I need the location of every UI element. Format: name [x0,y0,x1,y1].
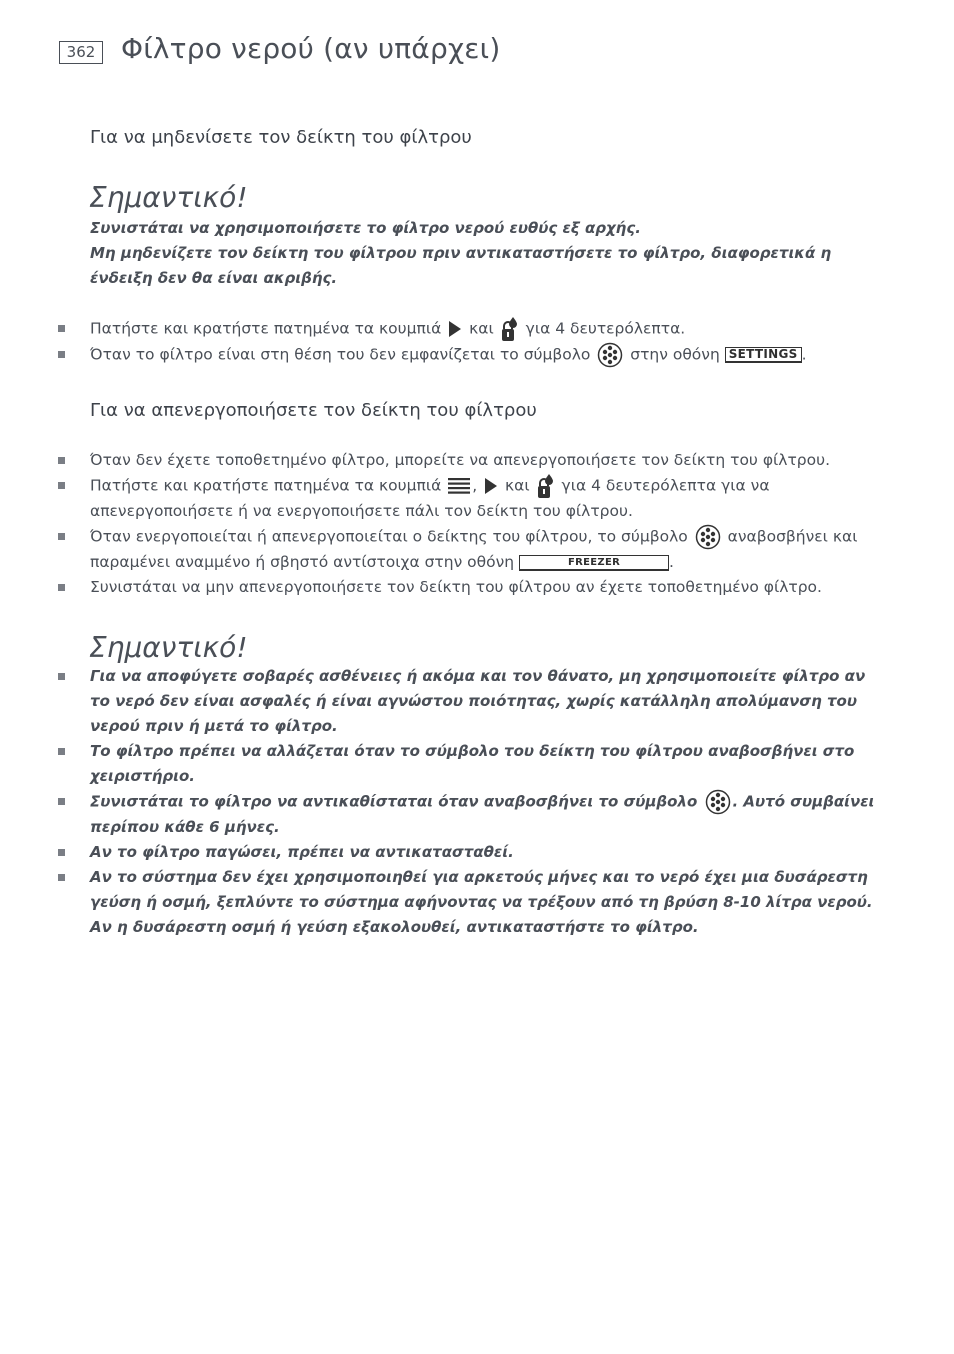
warning-text: Συνιστάται το φίλτρο να αντικαθίσταται όταν αναβοσβήνει το σύμβολο [90,792,698,811]
warning-list [0,664,954,940]
list-item [0,575,890,600]
list-item [0,664,890,739]
step-text: Πατήστε και κρατήστε πατημένα τα κουμπιά [90,319,442,338]
settings-display-label: SETTINGS [725,347,802,363]
lock-water-icon [537,473,555,499]
filter-symbol-icon [705,789,731,815]
disable-steps [0,448,954,600]
step-text: στην οθόνη [630,345,720,364]
important-note-line1: Συνιστάται να χρησιμοποιήσετε το φίλτρο νερού ευθύς εξ αρχής. [90,219,641,237]
bullet-marker [58,849,65,856]
step-text: Όταν το φίλτρο είναι στη θέση του δεν εμφανίζεται το σύμβολο [90,345,591,364]
filter-symbol-icon [695,524,721,550]
bullet-marker [58,584,65,591]
bullet-marker [58,351,65,358]
list-item [0,524,890,575]
bullet-marker [58,874,65,881]
freezer-display-label: FREEZER [519,555,669,571]
list-item [0,739,890,789]
reset-steps [0,316,954,368]
step-text: Όταν δεν έχετε τοποθετημένο φίλτρο, μπορείτε να απενεργοποιήσετε τον δείκτη του φίλτρου. [90,451,831,469]
bullet-marker [58,482,65,489]
disable-heading: Για να απενεργοποιήσετε τον δείκτη του φίλτρου [90,400,537,421]
step-text: . [669,553,674,571]
bullet-marker [58,325,65,332]
list-item [0,473,890,524]
list-item [0,865,890,940]
page-number: 362 [59,41,103,64]
step-text: , [472,476,478,495]
bullet-marker [58,673,65,680]
step-text: Συνιστάται να μην απενεργοποιήσετε τον δείκτη του φίλτρου αν έχετε τοποθετημένο φίλτρο. [90,578,822,596]
step-text: και [505,476,530,495]
step-text: . [801,345,807,364]
warning-text: Αν το σύστημα δεν έχει χρησιμοποιηθεί για αρκετούς μήνες και το νερό έχει μια δυσάρεστη γεύση ή οσμή, ξεπλύντε το σύστημα αφήνοντας να τρέξουν από τη βρύση 8-10 λίτρα νερού. Αν η δυσάρεστη οσμή ή γεύση εξακολουθεί, αντικαταστήστε το φίλτρο. [90,868,873,936]
bullet-marker [58,798,65,805]
play-button-icon [448,320,462,338]
menu-lines-icon [448,477,470,495]
list-item [0,840,890,865]
filter-symbol-icon [597,342,623,368]
list-item [0,448,890,473]
bullet-marker [58,457,65,464]
list-item [0,789,890,840]
important-title-1: Σημαντικό! [89,181,248,214]
step-text: Όταν ενεργοποιείται ή απενεργοποιείται ο δείκτης του φίλτρου, το σύμβολο [90,527,688,546]
warning-text: . Αυτό συμβαίνει περίπου κάθε 6 μήνες. [90,792,875,836]
important-note-1 [90,216,890,291]
step-text: για 4 δευτερόλεπτα για να απενεργοποιήσετε ή να ενεργοποιήσετε πάλι τον δείκτη του φίλτρου. [90,476,770,520]
page-title: Φίλτρο νερού (αν υπάρχει) [121,32,501,65]
list-item [0,342,890,368]
list-item [0,316,890,342]
play-button-icon [484,477,498,495]
bullet-marker [58,533,65,540]
step-text: Πατήστε και κρατήστε πατημένα τα κουμπιά [90,476,442,495]
step-text: αναβοσβήνει και παραμένει αναμμένο ή σβηστό αντίστοιχα στην οθόνη [90,527,858,571]
warning-text: Για να αποφύγετε σοβαρές ασθένειες ή ακόμα και τον θάνατο, μη χρησιμοποιείτε φίλτρο αν το νερό δεν είναι ασφαλές ή είναι αγνώστου ποιότητας, χωρίς κατάλληλη απολύμανση του νερού πριν ή μετά το φίλτρο. [90,667,866,735]
reset-heading: Για να μηδενίσετε τον δείκτη του φίλτρου [90,127,472,148]
lock-water-icon [501,316,519,342]
bullet-marker [58,748,65,755]
important-title-2: Σημαντικό! [89,631,248,664]
warning-text: Αν το φίλτρο παγώσει, πρέπει να αντικατασταθεί. [90,843,514,861]
important-note-line2: Μη μηδενίζετε τον δείκτη του φίλτρου πριν αντικαταστήσετε το φίλτρο, διαφορετικά η ένδειξη δεν θα είναι ακριβής. [90,244,832,287]
step-text: και [469,319,494,338]
step-text: για 4 δευτερόλεπτα. [525,319,686,338]
warning-text: Το φίλτρο πρέπει να αλλάζεται όταν το σύμβολο του δείκτη του φίλτρου αναβοσβήνει στο χειριστήριο. [90,742,855,785]
